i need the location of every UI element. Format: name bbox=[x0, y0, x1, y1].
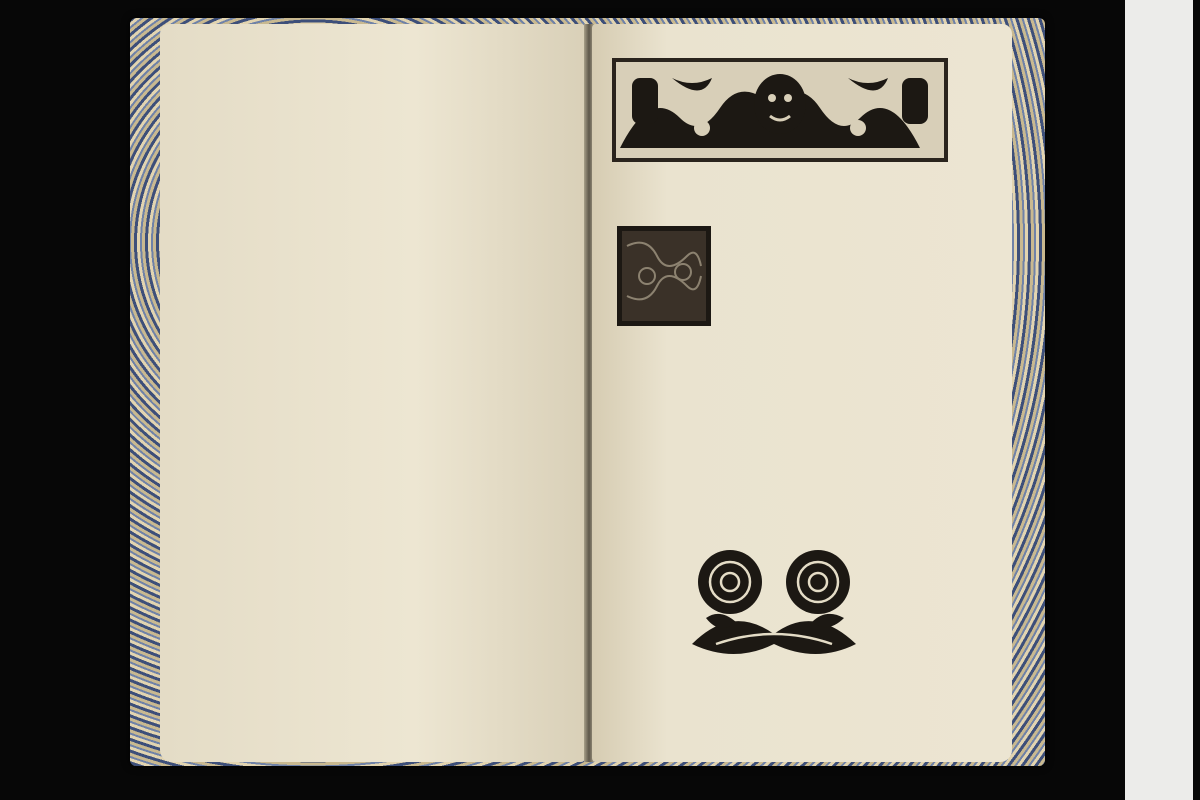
measuring-ruler bbox=[1125, 0, 1193, 800]
woodcut-initial-frame bbox=[617, 226, 711, 326]
left-page bbox=[160, 24, 585, 762]
floral-tailpiece-woodcut bbox=[686, 548, 862, 656]
ornamental-headpiece-woodcut bbox=[612, 58, 948, 162]
decorated-drop-cap bbox=[617, 226, 711, 326]
